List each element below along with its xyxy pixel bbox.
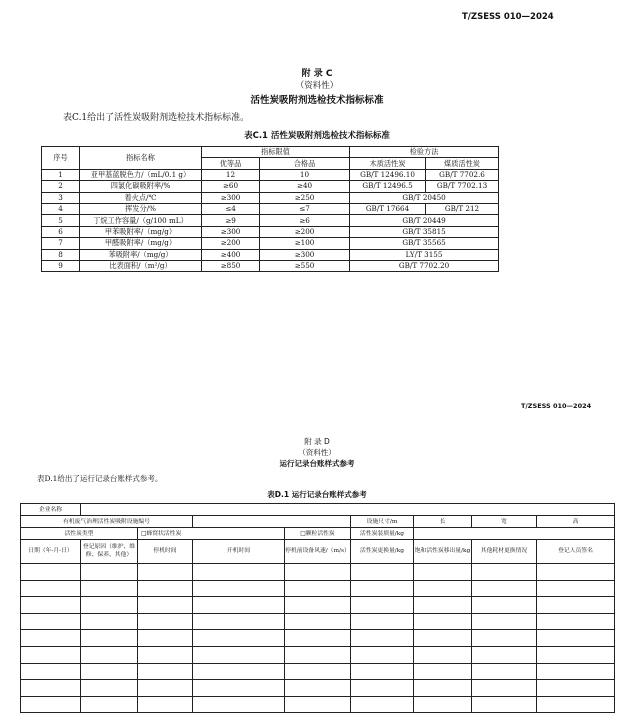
ledger-cell[interactable] (138, 597, 193, 614)
ledger-cell[interactable] (81, 696, 138, 713)
ledger-cell[interactable] (81, 646, 138, 663)
ledger-cell[interactable] (537, 597, 615, 614)
ledger-cell[interactable] (285, 597, 351, 614)
ledger-cell[interactable] (472, 680, 537, 697)
ledger-cell[interactable] (537, 646, 615, 663)
th-replace-amount: 活性炭更换量/kg (351, 540, 414, 564)
label-width: 宽 (472, 516, 537, 528)
ledger-row (21, 696, 615, 713)
ledger-cell[interactable] (414, 580, 472, 597)
ledger-cell[interactable] (138, 630, 193, 647)
cell-seq: 5 (42, 215, 80, 226)
cell-indicator-name: 挥发分/% (80, 203, 202, 214)
ledger-cell[interactable] (138, 613, 193, 630)
appendix-d-intro: 表D.1给出了运行记录台账样式参考。 (37, 474, 163, 483)
ledger-cell[interactable] (21, 597, 81, 614)
table-row (42, 226, 499, 237)
ledger-cell[interactable] (285, 613, 351, 630)
cell-qualified: ≥40 (260, 181, 350, 192)
ledger-cell[interactable] (414, 663, 472, 680)
option-granular[interactable]: □颗粒活性炭 (285, 528, 351, 540)
ledger-cell[interactable] (414, 564, 472, 581)
ledger-cell[interactable] (193, 630, 285, 647)
ledger-row (21, 597, 615, 614)
ledger-row (21, 613, 615, 630)
ledger-cell[interactable] (351, 564, 414, 581)
th-stop-time: 停机时间 (138, 540, 193, 564)
ledger-cell[interactable] (537, 663, 615, 680)
ledger-row (21, 680, 615, 697)
cell-seq: 3 (42, 192, 80, 203)
ledger-cell[interactable] (193, 696, 285, 713)
appendix-c-intro: 表C.1给出了活性炭吸附剂选检技术指标标准。 (63, 113, 250, 123)
th-wind-speed: 停机前设备风速/（m/s） (285, 540, 351, 564)
th-qualified: 合格品 (260, 158, 350, 169)
ledger-cell[interactable] (193, 680, 285, 697)
ledger-cell[interactable] (21, 696, 81, 713)
cell-method-wood: GB/T 12496.5 (350, 181, 426, 192)
ledger-cell[interactable] (351, 663, 414, 680)
table-c1-header-row (42, 147, 499, 158)
ledger-cell[interactable] (81, 613, 138, 630)
label-length: 长 (414, 516, 472, 528)
cell-seq: 2 (42, 181, 80, 192)
cell-seq: 1 (42, 169, 80, 180)
cell-method: GB/T 35815 (350, 226, 499, 237)
cell-seq: 4 (42, 203, 80, 214)
cell-excellent: ≥850 (202, 260, 260, 271)
ledger-cell[interactable] (193, 663, 285, 680)
table-d1-carbon-row (21, 528, 615, 540)
cell-qualified: ≤7 (260, 203, 350, 214)
option-honeycomb[interactable]: □蜂窝状活性炭 (138, 528, 285, 540)
ledger-cell[interactable] (21, 630, 81, 647)
th-coal: 煤质活性炭 (426, 158, 499, 169)
ledger-cell[interactable] (414, 597, 472, 614)
ledger-cell[interactable] (472, 696, 537, 713)
ledger-cell[interactable] (21, 680, 81, 697)
table-d1 (20, 503, 615, 713)
th-removal-amount: 饱和活性炭移出量/kg (414, 540, 472, 564)
cell-seq: 6 (42, 226, 80, 237)
ledger-cell[interactable] (21, 580, 81, 597)
table-row (42, 249, 499, 260)
ledger-cell[interactable] (81, 564, 138, 581)
ledger-cell[interactable] (81, 630, 138, 647)
th-start-time: 开机时间 (193, 540, 285, 564)
th-seq: 序号 (42, 147, 80, 170)
ledger-cell[interactable] (138, 646, 193, 663)
ledger-cell[interactable] (414, 646, 472, 663)
ledger-cell[interactable] (537, 680, 615, 697)
cell-method: GB/T 7702.20 (350, 260, 499, 271)
ledger-cell[interactable] (21, 564, 81, 581)
ledger-cell[interactable] (81, 597, 138, 614)
ledger-cell[interactable] (193, 564, 285, 581)
ledger-cell[interactable] (81, 680, 138, 697)
ledger-cell[interactable] (193, 646, 285, 663)
cell-excellent: ≥9 (202, 215, 260, 226)
ledger-cell[interactable] (285, 630, 351, 647)
ledger-cell[interactable] (414, 630, 472, 647)
ledger-cell[interactable] (351, 646, 414, 663)
ledger-cell[interactable] (138, 696, 193, 713)
ledger-cell[interactable] (414, 680, 472, 697)
ledger-cell[interactable] (285, 663, 351, 680)
table-d1-caption: 表D.1 运行记录台账样式参考 (267, 490, 367, 499)
cell-seq: 8 (42, 249, 80, 260)
cell-method-coal: GB/T 7702.6 (426, 169, 499, 180)
doc-id-top: T/ZSESS 010—2024 (462, 12, 554, 22)
ledger-cell[interactable] (138, 564, 193, 581)
ledger-cell[interactable] (285, 696, 351, 713)
cell-qualified: ≥200 (260, 226, 350, 237)
table-d1-device-row (21, 516, 615, 528)
ledger-cell[interactable] (472, 597, 537, 614)
cell-indicator-name: 四氯化碳吸附率/% (80, 181, 202, 192)
ledger-cell[interactable] (537, 613, 615, 630)
cell-excellent: ≥300 (202, 226, 260, 237)
cell-method: GB/T 35565 (350, 238, 499, 249)
label-device-no: 有机废气治理活性炭吸附设施编号 (21, 516, 193, 528)
cell-qualified: ≥550 (260, 260, 350, 271)
th-name: 指标名称 (80, 147, 202, 170)
table-d1-column-header-row (21, 540, 615, 564)
value-device-no[interactable] (193, 516, 351, 528)
label-fill-amount: 活性炭装填量/kg (351, 528, 414, 540)
table-row (42, 238, 499, 249)
ledger-cell[interactable] (351, 680, 414, 697)
th-signature: 登记人员签名 (537, 540, 615, 564)
ledger-cell[interactable] (193, 580, 285, 597)
th-other-consumables: 其他耗材更换情况 (472, 540, 537, 564)
table-row (42, 260, 499, 271)
ledger-cell[interactable] (537, 696, 615, 713)
ledger-cell[interactable] (81, 663, 138, 680)
table-row (42, 203, 499, 214)
cell-method: GB/T 20450 (350, 192, 499, 203)
cell-qualified: ≥250 (260, 192, 350, 203)
cell-indicator-name: 丁烷工作容量/（g/100 mL） (80, 215, 202, 226)
cell-excellent: 12 (202, 169, 260, 180)
cell-qualified: 10 (260, 169, 350, 180)
table-row (42, 181, 499, 192)
table-row (42, 215, 499, 226)
cell-excellent: ≥300 (202, 192, 260, 203)
appendix-c-title: 活性炭吸附剂选检技术指标标准 (250, 95, 384, 106)
ledger-cell[interactable] (351, 597, 414, 614)
value-fill-amount[interactable] (414, 528, 615, 540)
ledger-cell[interactable] (472, 580, 537, 597)
label-company: 企业名称 (21, 504, 81, 516)
ledger-cell[interactable] (285, 680, 351, 697)
ledger-cell[interactable] (351, 613, 414, 630)
cell-method-coal: GB/T 7702.13 (426, 181, 499, 192)
cell-qualified: ≥300 (260, 249, 350, 260)
ledger-row (21, 630, 615, 647)
label-height: 高 (537, 516, 615, 528)
ledger-cell[interactable] (351, 630, 414, 647)
table-c1 (41, 146, 499, 272)
cell-excellent: ≤4 (202, 203, 260, 214)
appendix-d-category: （资料性） (298, 448, 336, 457)
ledger-cell[interactable] (351, 696, 414, 713)
ledger-cell[interactable] (193, 597, 285, 614)
th-reason: 登记原因（维护、维修、保养、其他） (81, 540, 138, 564)
ledger-row (21, 663, 615, 680)
value-company[interactable] (81, 504, 615, 516)
ledger-cell[interactable] (351, 580, 414, 597)
appendix-c-heading: 附 录 C (301, 69, 333, 79)
cell-excellent: ≥60 (202, 181, 260, 192)
cell-excellent: ≥200 (202, 238, 260, 249)
ledger-cell[interactable] (414, 613, 472, 630)
ledger-cell[interactable] (138, 663, 193, 680)
cell-method-coal: GB/T 212 (426, 203, 499, 214)
cell-method: LY/T 3155 (350, 249, 499, 260)
ledger-cell[interactable] (21, 646, 81, 663)
cell-indicator-name: 着火点/℃ (80, 192, 202, 203)
ledger-cell[interactable] (21, 613, 81, 630)
table-c1-caption: 表C.1 活性炭吸附剂选检技术指标标准 (244, 131, 390, 141)
ledger-cell[interactable] (472, 646, 537, 663)
cell-method-wood: GB/T 12496.10 (350, 169, 426, 180)
cell-indicator-name: 苯吸附率/（mg/g） (80, 249, 202, 260)
cell-indicator-name: 甲醛吸附率/（mg/g） (80, 238, 202, 249)
cell-indicator-name: 比表面积/（m²/g） (80, 260, 202, 271)
th-limit: 指标限值 (202, 147, 350, 158)
ledger-row (21, 646, 615, 663)
cell-indicator-name: 亚甲基蓝脱色力/（mL/0.1 g） (80, 169, 202, 180)
ledger-cell[interactable] (472, 613, 537, 630)
appendix-d-title: 运行记录台账样式参考 (279, 459, 355, 468)
cell-seq: 9 (42, 260, 80, 271)
ledger-row (21, 564, 615, 581)
th-wood: 木质活性炭 (350, 158, 426, 169)
ledger-cell[interactable] (472, 564, 537, 581)
ledger-cell[interactable] (472, 663, 537, 680)
ledger-cell[interactable] (537, 580, 615, 597)
cell-seq: 7 (42, 238, 80, 249)
cell-excellent: ≥400 (202, 249, 260, 260)
table-row (42, 169, 499, 180)
th-excellent: 优等品 (202, 158, 260, 169)
ledger-row (21, 580, 615, 597)
cell-qualified: ≥100 (260, 238, 350, 249)
ledger-cell[interactable] (285, 580, 351, 597)
label-carbon-type: 活性炭类型 (21, 528, 138, 540)
table-d1-company-row (21, 504, 615, 516)
cell-method: GB/T 20449 (350, 215, 499, 226)
th-date: 日期（年-月-日） (21, 540, 81, 564)
appendix-c-category: （资料性） (295, 81, 339, 91)
ledger-cell[interactable] (285, 646, 351, 663)
ledger-cell[interactable] (21, 663, 81, 680)
ledger-cell[interactable] (138, 680, 193, 697)
cell-method-wood: GB/T 17664 (350, 203, 426, 214)
ledger-cell[interactable] (537, 564, 615, 581)
ledger-cell[interactable] (472, 630, 537, 647)
doc-id-bottom: T/ZSESS 010—2024 (521, 402, 592, 410)
appendix-d-heading: 附 录 D (304, 437, 330, 446)
th-method: 检验方法 (350, 147, 499, 158)
ledger-cell[interactable] (285, 564, 351, 581)
ledger-cell[interactable] (537, 630, 615, 647)
ledger-cell[interactable] (193, 613, 285, 630)
table-row (42, 192, 499, 203)
ledger-cell[interactable] (414, 696, 472, 713)
ledger-cell[interactable] (81, 580, 138, 597)
cell-indicator-name: 甲苯吸附率/（mg/g） (80, 226, 202, 237)
label-device-size: 设施尺寸/m (351, 516, 414, 528)
cell-qualified: ≥6 (260, 215, 350, 226)
ledger-cell[interactable] (138, 580, 193, 597)
